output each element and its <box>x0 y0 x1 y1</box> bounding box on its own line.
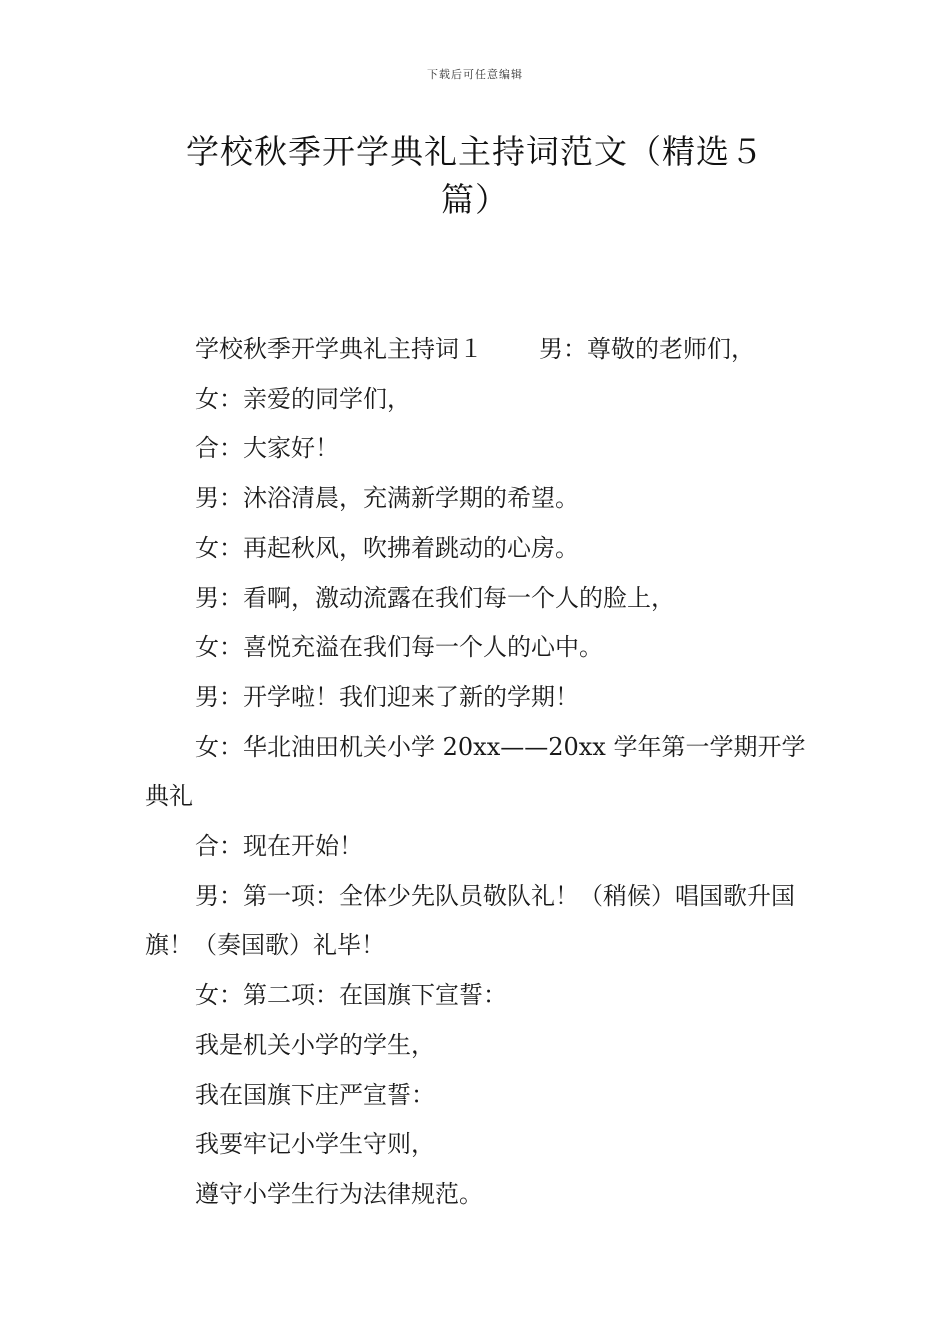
header-note: 下载后可任意编辑 <box>427 68 523 81</box>
paragraph-1 <box>145 325 810 375</box>
paragraph-11: 男：第一项：全体少先队员敬队礼！（稍候）唱国歌升国旗！（奏国歌）礼毕！ <box>145 881 795 960</box>
paragraph-12: 女：第二项：在国旗下宣誓： <box>195 981 507 1010</box>
paragraph-7: 女：喜悦充溢在我们每一个人的心中。 <box>195 633 603 662</box>
paragraph-3: 合：大家好！ <box>195 434 339 463</box>
document-title <box>150 128 800 224</box>
title-line-1: 学校秋季开学典礼主持词范文（精选５ <box>186 132 764 171</box>
paragraph-5: 女：再起秋风，吹拂着跳动的心房。 <box>195 533 579 562</box>
paragraph-text: 男：尊敬的老师们， <box>539 335 755 363</box>
paragraph-13: 我是机关小学的学生， <box>195 1030 435 1059</box>
section-heading: 学校秋季开学典礼主持词１ <box>195 335 483 363</box>
paragraph-16: 遵守小学生行为法律规范。 <box>195 1179 483 1208</box>
title-line-2: 篇） <box>441 180 509 219</box>
paragraph-6: 男：看啊，激动流露在我们每一个人的脸上， <box>195 583 675 612</box>
document-body <box>145 325 810 1220</box>
paragraph-4: 男：沐浴清晨，充满新学期的希望。 <box>195 484 579 513</box>
paragraph-15: 我要牢记小学生守则， <box>195 1130 435 1159</box>
paragraph-2: 女：亲爱的同学们， <box>195 384 411 413</box>
paragraph-9: 女：华北油田机关小学 20xx——20xx 学年第一学期开学典礼 <box>145 732 806 811</box>
paragraph-8: 男：开学啦！我们迎来了新的学期！ <box>195 682 579 711</box>
paragraph-10: 合：现在开始！ <box>195 832 363 861</box>
paragraph-14: 我在国旗下庄严宣誓： <box>195 1080 435 1109</box>
